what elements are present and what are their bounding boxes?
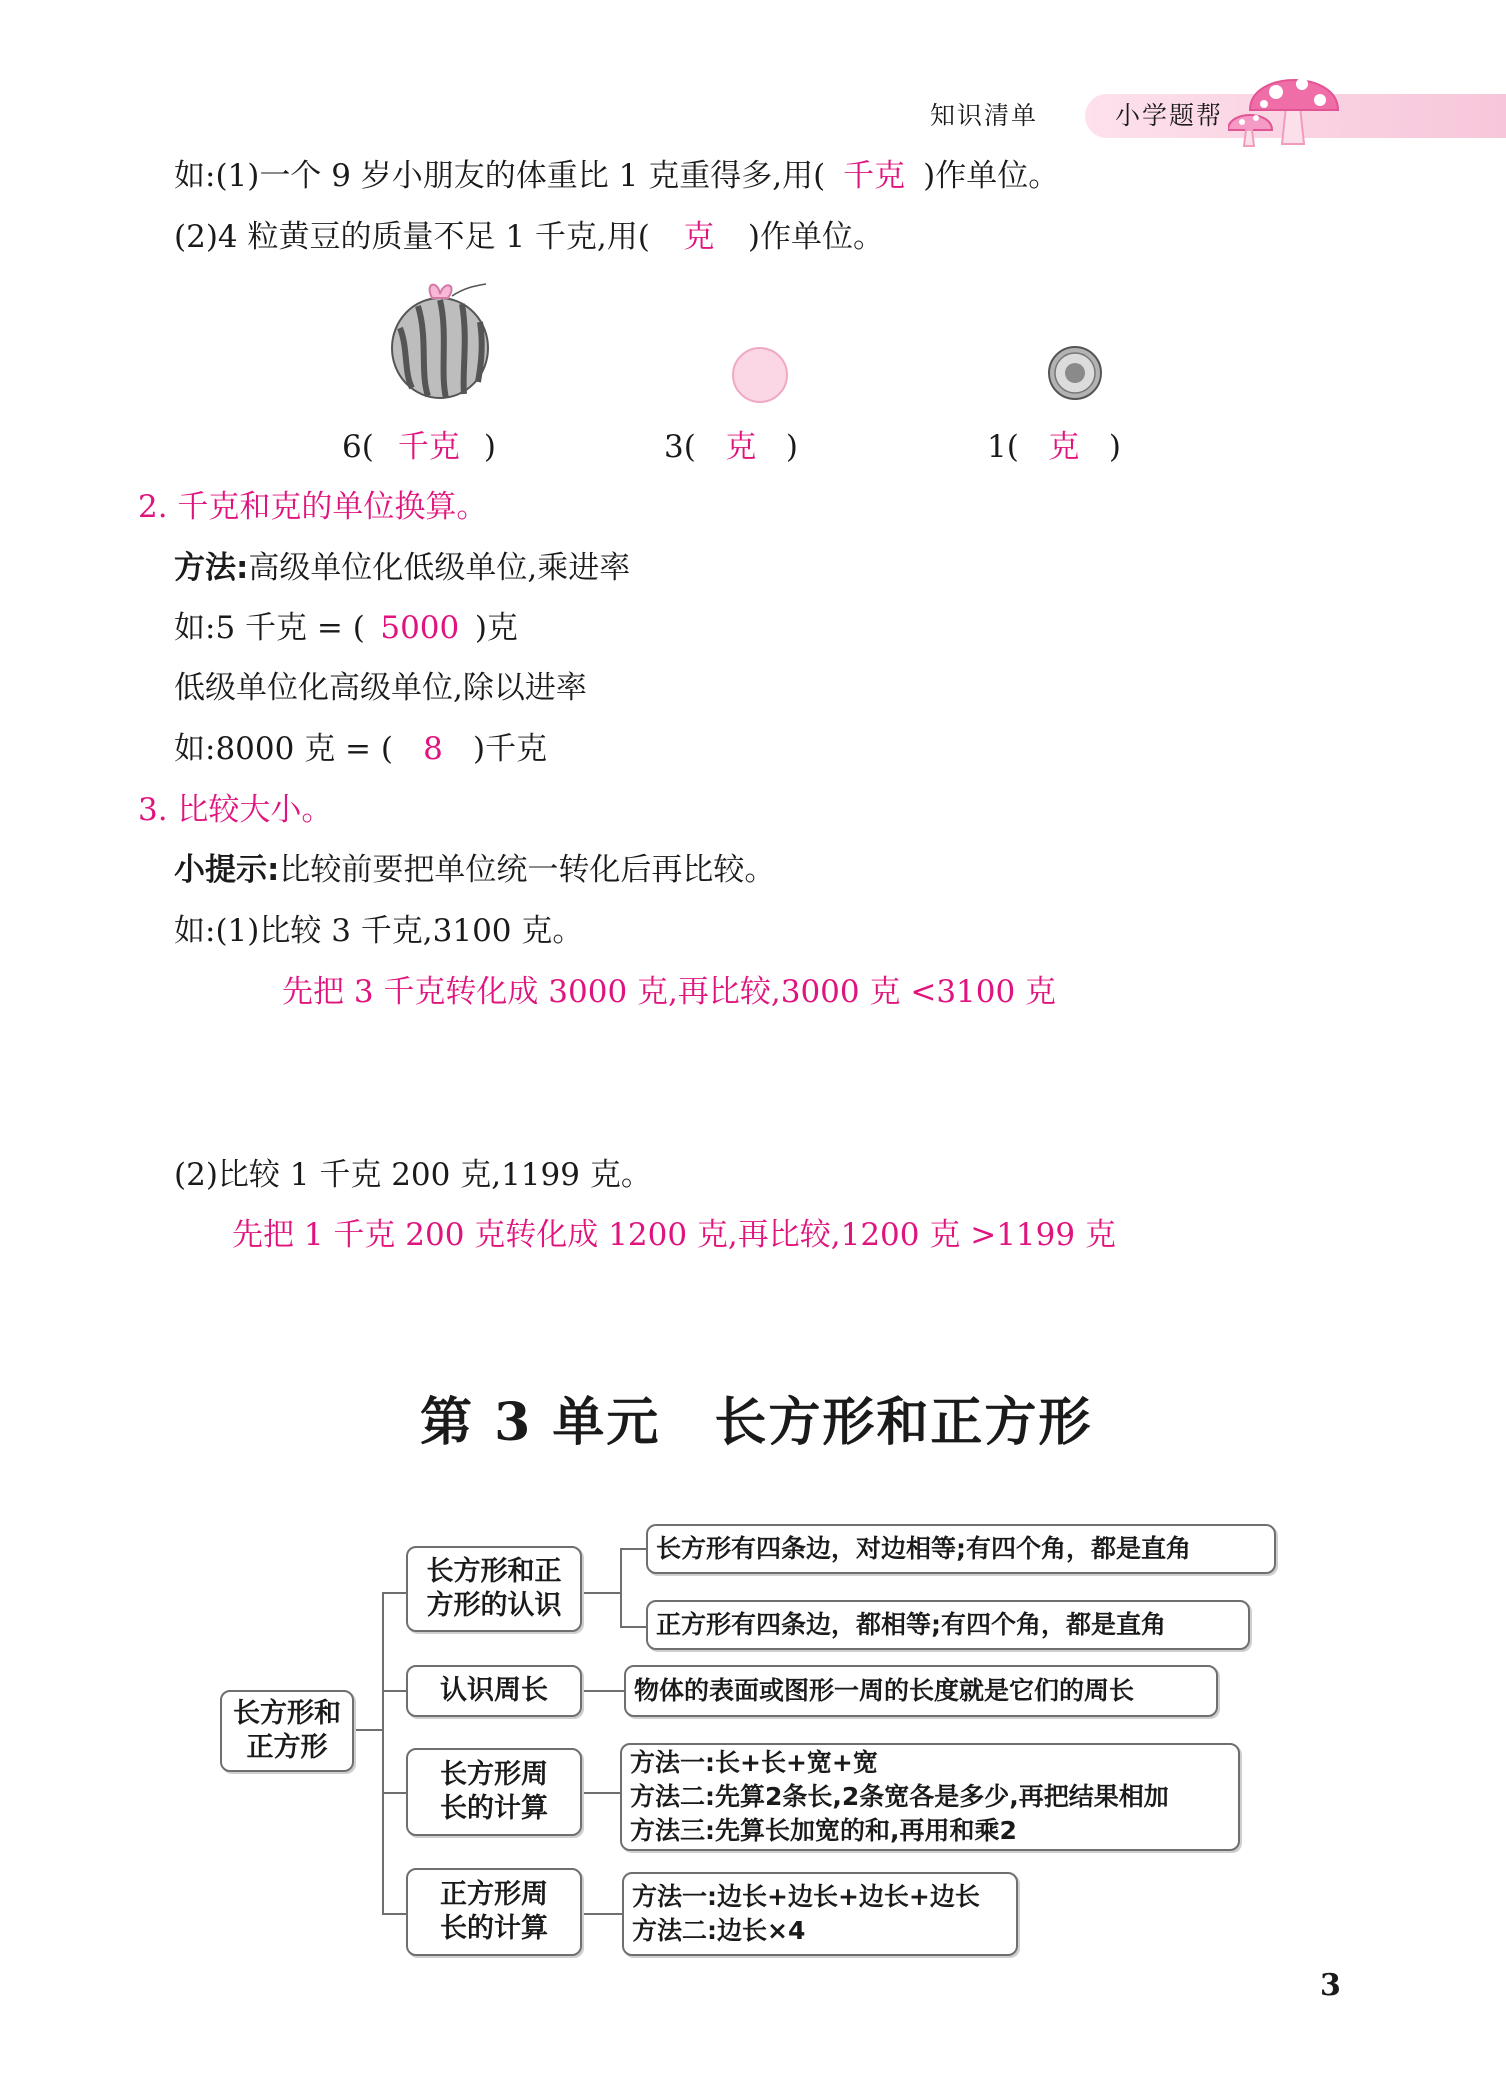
mindmap-leaf-square-methods: 方法一:边长+边长+边长+边长 方法二:边长×4	[622, 1872, 1018, 1956]
picture-answer-3: 1( 克 )	[987, 429, 1121, 465]
connector	[580, 1792, 620, 1794]
section-3-title: 3. 比较大小。	[138, 792, 333, 828]
mindmap-leaf-rectangle-methods: 方法一:长+长+宽+宽 方法二:先算2条长,2条宽各是多少,再把结果相加 方法三:先算长加宽的和,再用和乘2	[620, 1743, 1240, 1851]
mindmap-branch-square-perimeter: 正方形周长的计算	[406, 1868, 582, 1956]
header-brand: 小学题帮	[1115, 101, 1224, 130]
connector	[382, 1913, 406, 1915]
connector	[580, 1913, 622, 1915]
compare-answer-1: 先把 3 千克转化成 3000 克,再比较,3000 克 <3100 克	[282, 974, 1057, 1010]
connector	[382, 1592, 406, 1594]
connector	[352, 1729, 382, 1731]
conversion-example-2: 如:8000 克 = ( 8 )千克	[174, 731, 548, 767]
method-line-2: 低级单位化高级单位,除以进率	[174, 670, 587, 706]
compare-question-1: 如:(1)比较 3 千克,3100 克。	[174, 913, 584, 949]
mindmap-leaf-square: 正方形有四条边，都相等;有四个角，都是直角	[646, 1600, 1250, 1650]
connector	[580, 1592, 620, 1594]
conversion-example-1: 如:5 千克 = ( 5000 )克	[174, 610, 518, 646]
mindmap-leaf-perimeter-definition: 物体的表面或图形一周的长度就是它们的周长	[624, 1665, 1218, 1717]
mindmap-branch-perimeter: 认识周长	[406, 1665, 582, 1717]
compare-question-2: (2)比较 1 千克 200 克,1199 克。	[174, 1157, 652, 1193]
connector	[620, 1626, 646, 1628]
compare-answer-2: 先把 1 千克 200 克转化成 1200 克,再比较,1200 克 >1199 克	[232, 1217, 1116, 1253]
connector	[620, 1548, 646, 1550]
connector	[620, 1548, 622, 1628]
connector	[580, 1690, 624, 1692]
watermelon-image	[390, 278, 510, 403]
example-1: 如:(1)一个 9 岁小朋友的体重比 1 克重得多,用( 千克 )作单位。	[174, 158, 1060, 194]
coin-image	[1046, 344, 1104, 402]
page-number: 3	[1320, 1968, 1341, 2003]
mindmap-leaf-rectangle: 长方形有四条边，对边相等;有四个角，都是直角	[646, 1524, 1276, 1574]
mindmap-branch-rectangle-perimeter: 长方形周长的计算	[406, 1748, 582, 1836]
mindmap-branch-recognition: 长方形和正方形的认识	[406, 1546, 582, 1632]
example-2: (2)4 粒黄豆的质量不足 1 千克,用( 克 )作单位。	[174, 219, 884, 255]
picture-answer-1: 6( 千克 )	[342, 429, 496, 465]
header-section-title: 知识清单	[930, 101, 1039, 130]
connector	[382, 1690, 406, 1692]
unit-title: 第 3 单元 长方形和正方形	[420, 1392, 1093, 1453]
tip-line: 小提示:比较前要把单位统一转化后再比较。	[174, 852, 776, 888]
mindmap-root: 长方形和正方形	[220, 1690, 354, 1772]
connector	[382, 1592, 384, 1915]
picture-answer-2: 3( 克 )	[664, 429, 798, 465]
mushroom-icon	[1228, 58, 1348, 148]
bean-image	[730, 345, 790, 405]
connector	[382, 1792, 406, 1794]
section-2-title: 2. 千克和克的单位换算。	[138, 489, 488, 525]
method-line: 方法:高级单位化低级单位,乘进率	[174, 550, 631, 586]
